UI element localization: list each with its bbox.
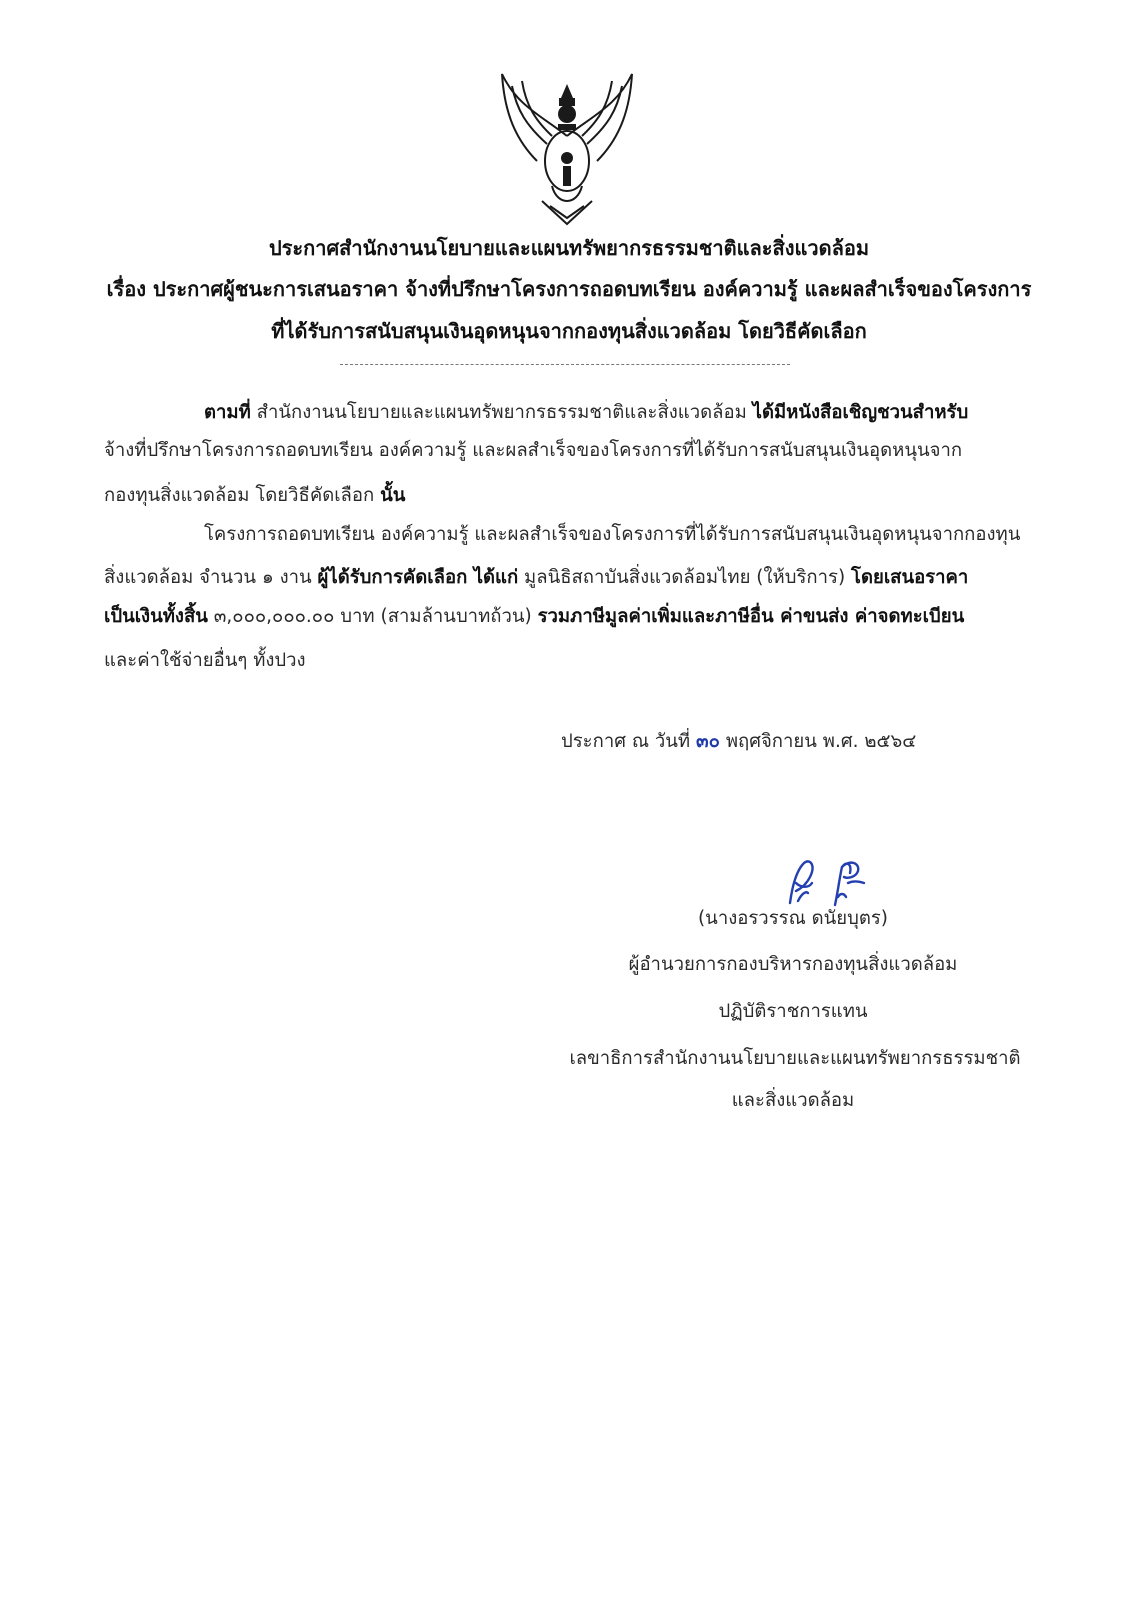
paragraph-line	[104, 602, 964, 631]
text: กองทุนสิ่งแวดล้อม โดยวิธีคัดเลือก	[104, 485, 381, 506]
text-bold: เป็นเงินทั้งสิ้น	[104, 606, 208, 627]
paragraph-line: จ้างที่ปรึกษาโครงการถอดบทเรียน องค์ความรู้ และผลสำเร็จของโครงการที่ได้รับการสนับสนุนเงินอุดหนุนจาก	[104, 440, 963, 461]
paragraph-line	[204, 398, 968, 427]
signatory-title: และสิ่งแวดล้อม	[731, 1090, 855, 1111]
signatory-title: ผู้อำนวยการกองบริหารกองทุนสิ่งแวดล้อม	[628, 954, 958, 975]
text-bold: โดยเสนอราคา	[851, 567, 969, 588]
text: ประกาศ ณ วันที่	[561, 731, 696, 752]
paragraph-line	[104, 481, 405, 510]
divider	[340, 364, 790, 365]
date-day: ๓๐	[695, 731, 720, 752]
announcement-title: ประกาศสำนักงานนโยบายและแผนทรัพยากรธรรมชาติและสิ่งแวดล้อม	[268, 236, 870, 260]
paragraph-line: โครงการถอดบทเรียน องค์ความรู้ และผลสำเร็จของโครงการที่ได้รับการสนับสนุนเงินอุดหนุนจากกองทุน	[204, 524, 1021, 545]
text-bold: ได้มีหนังสือเชิญชวนสำหรับ	[752, 402, 969, 423]
text-bold: นั้น	[380, 485, 406, 506]
text: ๓,๐๐๐,๐๐๐.๐๐ บาท (สามล้านบาทถ้วน)	[207, 606, 538, 627]
signatory-name: (นางอรวรรณ ดนัยบุตร)	[697, 908, 889, 929]
paragraph-line: และค่าใช้จ่ายอื่นๆ ทั้งปวง	[104, 650, 306, 671]
announcement-subject: เรื่อง ประกาศผู้ชนะการเสนอราคา จ้างที่ปรึกษาโครงการถอดบทเรียน องค์ความรู้ และผลสำเร็จของโครงการ	[106, 277, 1032, 301]
text: มูลนิธิสถาบันสิ่งแวดล้อมไทย (ให้บริการ)	[518, 567, 852, 588]
announcement-subject-cont: ที่ได้รับการสนับสนุนเงินอุดหนุนจากกองทุนสิ่งแวดล้อม โดยวิธีคัดเลือก	[271, 319, 867, 343]
garuda-emblem-icon	[492, 66, 642, 226]
text: พฤศจิกายน พ.ศ. ๒๕๖๔	[719, 731, 917, 752]
text: สิ่งแวดล้อม จำนวน ๑ งาน	[104, 567, 318, 588]
text-bold: ผู้ได้รับการคัดเลือก ได้แก่	[317, 567, 519, 588]
signatory-title: ปฏิบัติราชการแทน	[718, 1001, 868, 1022]
signatory-title: เลขาธิการสำนักงานนโยบายและแผนทรัพยากรธรรมชาติ	[569, 1048, 1021, 1069]
text-bold: ตามที่	[204, 402, 251, 423]
text: สำนักงานนโยบายและแผนทรัพยากรธรรมชาติและสิ่งแวดล้อม	[250, 402, 753, 423]
announce-date	[561, 727, 916, 756]
text-bold: รวมภาษีมูลค่าเพิ่มและภาษีอื่น ค่าขนส่ง ค่าจดทะเบียน	[537, 606, 965, 627]
paragraph-line	[104, 563, 968, 592]
